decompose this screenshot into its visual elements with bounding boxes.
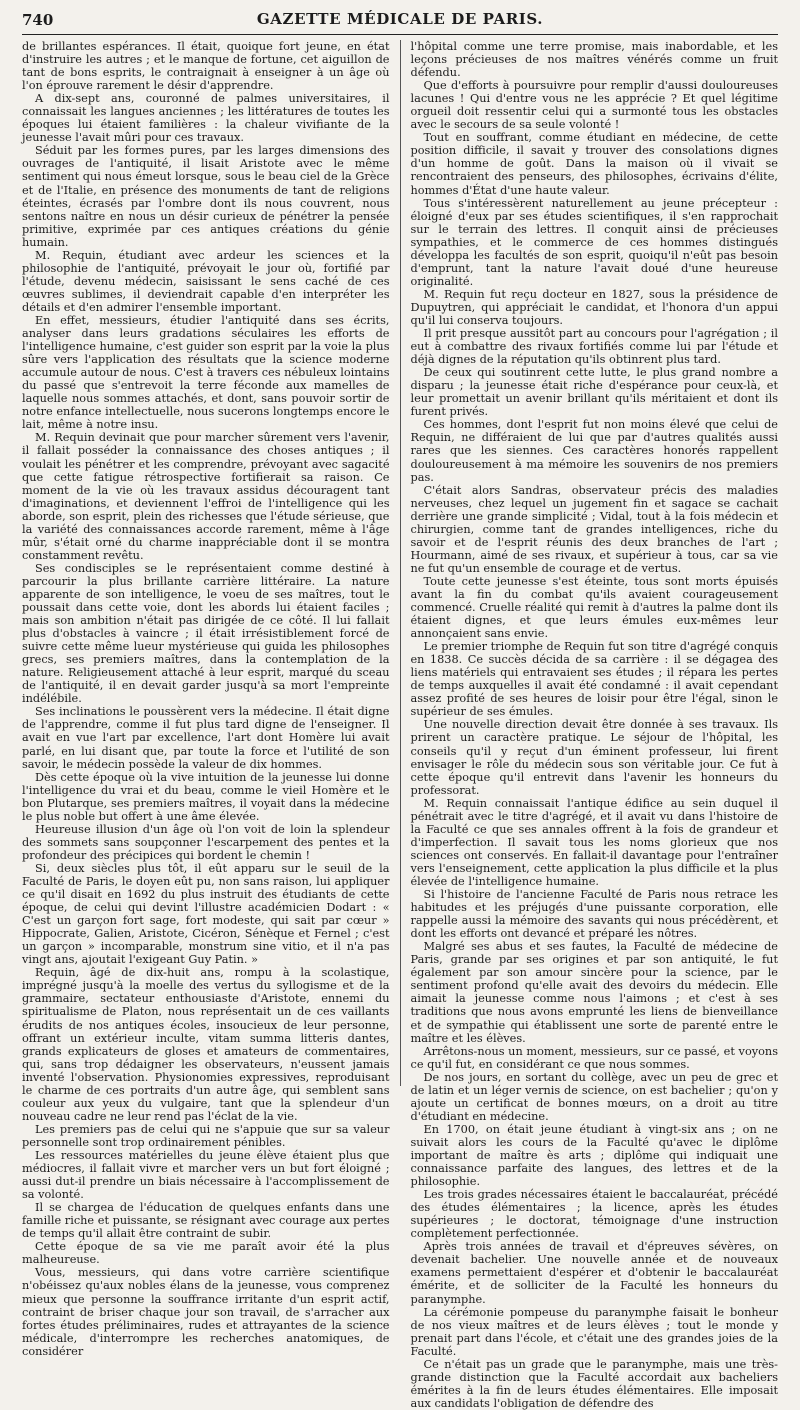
paragraph: Les ressources matérielles du jeune élève étaient plus que médiocres, il fallait vivre et marcher vers un but fort éloigné ; aussi dut-il prendre un biais nécessaire à l'accomplissement de sa volonté. bbox=[22, 1148, 390, 1202]
paragraph: Malgré ses abus et ses fautes, la Faculté de médecine de Paris, grande par ses origines et par son antiquité, le fut également par son amour sincère pour la science, par le sentiment profond qu'elle avait des devoirs du médecin. Elle aimait la jeunesse comme nous l'aimons ; et c'est à ses traditions que nous avons emprunté les liens de bienveillance et de sympathie qui établissent une sorte de parenté entre le maître et les élèves. bbox=[410, 940, 778, 1045]
paragraph: Tous s'intéressèrent naturellement au jeune précepteur : éloigné d'eux par ses études scientifiques, il s'en rapprochait sur le terrain des lettres. Il conquit ainsi de précieuses sympathies, et le commerce de ces hommes distingués développa les facultés de son esprit, quoiqu'il n'eût pas besoin d'emprunt, tant la nature l'avait doué d'une heureuse originalité. bbox=[410, 196, 778, 288]
running-header bbox=[22, 6, 778, 32]
paragraph: C'était alors Sandras, observateur précis des maladies nerveuses, chez lequel un jugement fin et sagace se cachait derrière une grande simplicité ; Vidal, tout à la fois médecin et chirurgien, comme tant de grandes intelligences, riche du savoir et de l'esprit réunis des deux branches de l'art ; Hourmann, aimé de ses rivaux, et supérieur à tous, car sa vie ne fut qu'un ensemble de courage et de vertus. bbox=[410, 483, 778, 575]
page-number: 740 bbox=[22, 11, 54, 29]
paragraph: M. Requin, étudiant avec ardeur les sciences et la philosophie de l'antiquité, prévoyait le jour où, fortifié par l'étude, devenu médecin, saisissant le sens caché de ces œuvres sublimes, il deviendrait capable d'en interpréter les détails et d'en admirer l'ensemble important. bbox=[22, 248, 390, 314]
paragraph: Si, deux siècles plus tôt, il eût apparu sur le seuil de la Faculté de Paris, le doyen eût pu, non sans raison, lui appliquer ce qu'il disait en 1692 du plus instruit des étudiants de cette époque, de celui qui devint l'illustre académicien Dodart : « C'est un garçon fort sage, fort modeste, qui sait par cœur » Hippocrate, Galien, Aristote, Cicéron, Sénèque et Fernel ; c'est un garçon » incomparable, monstrum sine vitio, et il n'a pas vingt ans, ajoutait l'exigeant Guy Patin. » bbox=[22, 861, 390, 967]
paragraph: Les trois grades nécessaires étaient le baccalauréat, précédé des études élémentaires ; la licence, après les études supérieures ; le doctorat, témoignage d'une instruction complètement perfectionnée. bbox=[410, 1188, 778, 1241]
paragraph: M. Requin devinait que pour marcher sûrement vers l'avenir, il fallait posséder la connaissance des choses antiques ; il voulait les pénétrer et les comprendre, prévoyant avec sagacité que cette fatigue rétrospective fortifierait sa raison. Ce moment de la vie où les travaux assidus découragent tant d'imaginations, et deviennent l'effroi de l'intelligence qui les aborde, son esprit, plein des richesses que l'étude sérieuse, que la variété des connaissances accorde rarement, même à l'âge mûr, s'était orné du charme inappréciable dont il se montra constamment revêtu. bbox=[22, 431, 390, 562]
paragraph: de brillantes espérances. Il était, quoique fort jeune, en état d'instruire les autres ; et le manque de fortune, cet aiguillon de tant de bons esprits, le contraignait à enseigner à un âge où l'on éprouve rarement le désir d'apprendre. bbox=[22, 40, 390, 93]
paragraph: Tout en souffrant, comme étudiant en médecine, de cette position difficile, il savait y trouver des consolations dignes d'un homme de goût. Dans la maison où il vivait se rencontraient des penseurs, des philosophes, écrivains d'élite, hommes d'État d'une haute valeur. bbox=[410, 131, 778, 197]
journal-title: GAZETTE MÉDICALE DE PARIS. bbox=[256, 10, 544, 28]
paragraph: A dix-sept ans, couronné de palmes universitaires, il connaissait les langues anciennes ; les littératures de toutes les époques lui étaient familières : la chaleur vivifiante de la jeunesse l'avait mûri pour ces travaux. bbox=[22, 92, 390, 145]
paragraph: Il se chargea de l'éducation de quelques enfants dans une famille riche et puissante, se résignant avec courage aux pertes de temps qu'il allait être contraint de subir. bbox=[22, 1201, 390, 1241]
column-divider bbox=[400, 40, 401, 1086]
right-column bbox=[410, 40, 779, 1410]
paragraph: Que d'efforts à poursuivre pour remplir d'aussi douloureuses lacunes ! Qui d'entre vous ne les apprécie ? Et quel légitime orgueil doit ressentir celui qui a surmonté tous les obstacles avec le secours de sa seule volonté ! bbox=[410, 79, 778, 132]
paragraph: Les premiers pas de celui qui ne s'appuie que sur sa valeur personnelle sont trop ordinairement pénibles. bbox=[22, 1122, 390, 1149]
paragraph: Ces hommes, dont l'esprit fut non moins élevé que celui de Requin, ne différaient de lui que par d'autres qualités aussi rares que les siennes. Ces caractères honorés rappellent douloureusement à ma mémoire les souvenirs de nos premiers pas. bbox=[410, 418, 778, 484]
paragraph: Arrêtons-nous un moment, messieurs, sur ce passé, et voyons ce qu'il fut, en considérant ce que nous sommes. bbox=[410, 1044, 778, 1071]
paragraph: Toute cette jeunesse s'est éteinte, tous sont morts épuisés avant la fin du combat qu'ils avaient courageusement commencé. Cruelle réalité qui remit à d'autres la palme dont ils étaient dignes, et que leurs émules eux-mêmes leur annonçaient sans envie. bbox=[410, 574, 778, 641]
paragraph: Ses condisciples se le représentaient comme destiné à parcourir la plus brillante carrière littéraire. La nature apparente de son intelligence, le voeu de ses maîtres, tout le poussait dans cette voie, dont les abords lui étaient faciles ; mais son ambition n'était pas dirigée de ce côté. Il lui fallait plus d'obstacles à vaincre ; il était irrésistiblement forcé de suivre cette même lueur mystérieuse qui guida les philosophes grecs, ses premiers maîtres, dans la contemplation de la nature. Religieusement attaché à leur esprit, marqué du sceau de l'antiquité, il en devait garder jusqu'à sa mort l'empreinte indélébile. bbox=[22, 561, 390, 706]
paragraph: Après trois années de travail et d'épreuves sévères, on devenait bachelier. Une nouvelle année et de nouveaux examens permettaient d'espérer et d'obtenir le baccalauréat émérite, et de solliciter de la Faculté les honneurs du paranymphe. bbox=[410, 1240, 778, 1306]
left-column bbox=[22, 40, 390, 1358]
paragraph: M. Requin connaissait l'antique édifice au sein duquel il pénétrait avec le titre d'agrégé, et il avait vu dans l'histoire de la Faculté ce que ses annales offrent à la fois de grandeur et d'imperfection. Il savait tous les noms glorieux que nos sciences ont conservés. En fallait-il davantage pour l'entraîner vers l'enseignement, cette application la plus difficile et la plus élevée de l'intelligence humaine. bbox=[410, 796, 778, 888]
paragraph: Séduit par les formes pures, par les larges dimensions des ouvrages de l'antiquité, il lisait Aristote avec le même sentiment qui nous émeut lorsque, sous le beau ciel de la Grèce et de l'Italie, en présence des monuments de tant de religions éteintes, écrasés par l'ombre dont ils nous couvrent, nous sentons naître en nous un désir curieux de pénétrer la pensée primitive, exprimée par ces antiques créations du génie humain. bbox=[22, 144, 390, 249]
paragraph: Ce n'était pas un grade que le paranymphe, mais une très-grande distinction que la Faculté accordait aux bacheliers émérites à la fin de leurs études élémentaires. Elle imposait aux candidats l'obligation de défendre des bbox=[410, 1357, 778, 1410]
paragraph: Si l'histoire de l'ancienne Faculté de Paris nous retrace les habitudes et les préjugés d'une puissante corporation, elle rappelle aussi la mémoire des savants qui nous précédèrent, et dont les efforts ont devancé et préparé les nôtres. bbox=[410, 888, 778, 941]
paragraph: l'hôpital comme une terre promise, mais inabordable, et les leçons précieuses de nos maîtres vénérés comme un fruit défendu. bbox=[410, 40, 778, 80]
header-rule bbox=[22, 34, 778, 35]
paragraph: En 1700, on était jeune étudiant à vingt-six ans ; on ne suivait alors les cours de la Faculté qu'avec le diplôme important de maître ès arts ; diplôme qui indiquait une connaissance parfaite des langues, des lettres et de la philosophie. bbox=[410, 1122, 778, 1189]
paragraph: Cette époque de sa vie me paraît avoir été la plus malheureuse. bbox=[22, 1240, 390, 1267]
paragraph: De ceux qui soutinrent cette lutte, le plus grand nombre a disparu ; la jeunesse était riche d'espérance pour ceux-là, et leur promettait un avenir brillant qu'ils méritaient et dont ils furent privés. bbox=[410, 366, 778, 419]
paragraph: Ses inclinations le poussèrent vers la médecine. Il était digne de l'apprendre, comme il fut plus tard digne de l'enseigner. Il avait en vue l'art par excellence, l'art dont Homère lui avait parlé, en lui disant que, par toute la force et l'utilité de son savoir, le médecin possède la valeur de dix hommes. bbox=[22, 705, 390, 771]
paragraph: Il prit presque aussitôt part au concours pour l'agrégation ; il eut à combattre des rivaux fortifiés comme lui par l'étude et déjà dignes de la réputation qu'ils obtinrent plus tard. bbox=[410, 327, 778, 367]
paragraph: Dès cette époque où la vive intuition de la jeunesse lui donne l'intelligence du vrai et du beau, comme le vieil Homère et le bon Plutarque, ses premiers maîtres, il voyait dans la médecine le plus noble but offert à une âme élevée. bbox=[22, 770, 390, 823]
paragraph: Vous, messieurs, qui dans votre carrière scientifique n'obéissez qu'aux nobles élans de la jeunesse, vous comprenez mieux que personne la souffrance irritante d'un esprit actif, contraint de briser chaque jour son travail, de s'arracher aux fortes études préliminaires, rudes et attrayantes de la science médicale, d'interrompre les recherches anatomiques, de considérer bbox=[22, 1266, 390, 1358]
paragraph: En effet, messieurs, étudier l'antiquité dans ses écrits, analyser dans leurs gradations séculaires les efforts de l'intelligence humaine, c'est guider son esprit par la voie la plus sûre vers l'application des résultats que la science moderne accumule autour de nous. C'est à travers ces nébuleux lointains du passé que s'entrevoit la terre féconde aux mamelles de laquelle nous sommes attachés, et dont, sans pouvoir sortir de notre enfance intellectuelle, nous sucerons longtemps encore le lait, même à notre insu. bbox=[22, 313, 390, 432]
paragraph: La cérémonie pompeuse du paranymphe faisait le bonheur de nos vieux maîtres et de leurs élèves ; tout le monde y prenait part dans l'école, et c'était une des grandes joies de la Faculté. bbox=[410, 1305, 778, 1358]
paragraph: M. Requin fut reçu docteur en 1827, sous la présidence de Dupuytren, qui appréciait le candidat, et l'honora d'un appui qu'il lui conserva toujours. bbox=[410, 287, 778, 327]
paragraph: Heureuse illusion d'un âge où l'on voit de loin la splendeur des sommets sans soupçonner l'escarpement des pentes et la profondeur des précipices qui bordent le chemin ! bbox=[22, 822, 390, 862]
paragraph: De nos jours, en sortant du collège, avec un peu de grec et de latin et un léger vernis de science, on est bachelier ; qu'on y ajoute un certificat de bonnes mœurs, on a droit au titre d'étudiant en médecine. bbox=[410, 1070, 778, 1123]
paragraph: Requin, âgé de dix-huit ans, rompu à la scolastique, imprégné jusqu'à la moelle des vertus du syllogisme et de la grammaire, sectateur enthousiaste d'Aristote, ennemi du spiritualisme de Platon, nous représentait un de ces vaillants érudits de nos antiques écoles, insoucieux de leur personne, offrant un extérieur inculte, vitam summa litteris dantes, grands explicateurs de gloses et amateurs de commentaires, qui, sans trop dédaigner les observateurs, n'eussent jamais inventé l'observation. Physionomies expressives, reproduisant le charme de ces portraits d'un autre âge, qui semblent sans couleur aux yeux du vulgaire, tant que la splendeur d'un nouveau cadre ne leur rend pas l'éclat de la vie. bbox=[22, 966, 390, 1123]
paragraph: Le premier triomphe de Requin fut son titre d'agrégé conquis en 1838. Ce succès décida de sa carrière : il se dégagea des liens matériels qui entravaient ses études ; il répara les pertes de temps auxquelles il avait été condamné : il avait cependant assez profité de ses heures de loisir pour être l'égal, sinon le supérieur de ses émules. bbox=[410, 640, 778, 719]
paragraph: Une nouvelle direction devait être donnée à ses travaux. Ils prirent un caractère pratique. Le séjour de l'hôpital, les conseils qu'il y reçut d'un éminent professeur, lui firent envisager le rôle du médecin sous son véritable jour. Ce fut à cette époque qu'il entrevit dans l'avenir les honneurs du professorat. bbox=[410, 718, 778, 797]
article-body bbox=[22, 40, 778, 1410]
